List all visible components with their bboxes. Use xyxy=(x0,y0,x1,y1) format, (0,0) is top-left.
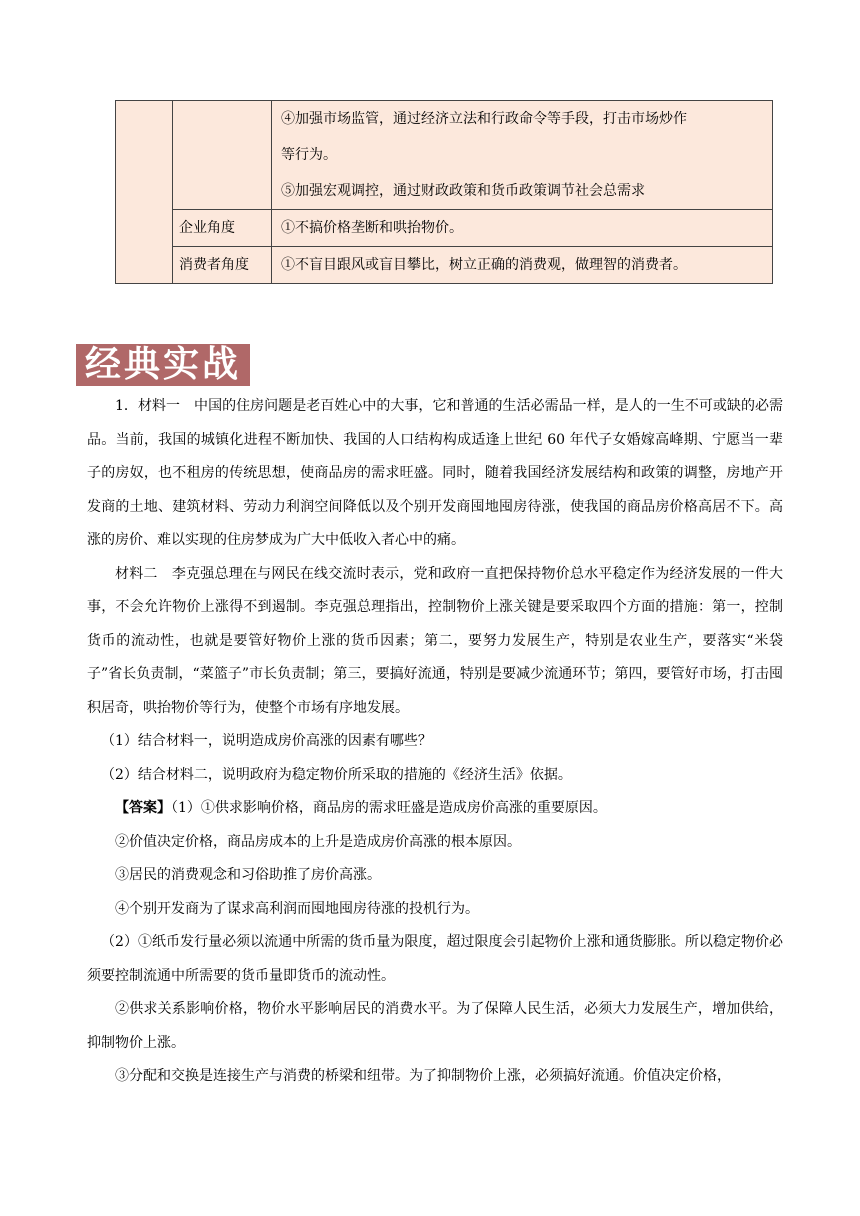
table-cell-empty xyxy=(173,101,272,210)
material-one: 1．材料一 中国的住房问题是老百姓心中的大事，它和普通的生活必需品一样，是人的一生不可或缺的必需品。当前，我国的城镇化进程不断加快、我国的人口结构构成适逢上世纪 60 年代子女婚嫁高峰期、宁愿当一辈子的房奴，也不租房的传统思想，使商品房的需求旺盛。同时，随着我国经济发展结构和政策的调整，房地产开发商的土地、建筑材料、劳动力利润空间降低以及个别开发商囤地囤房待涨，使我国的商品房价格高居不下。高涨的房价、难以实现的住房梦成为广大中低收入者心中的痛。 xyxy=(87,398,783,548)
enterprise-measure: ①不搞价格垄断和哄抬物价。 xyxy=(272,210,773,247)
question-1: （1）结合材料一，说明造成房价高涨的因素有哪些？ xyxy=(101,733,432,749)
government-measures-cell xyxy=(272,101,773,210)
exercise-content xyxy=(87,390,783,1094)
measures-table xyxy=(115,100,773,284)
enterprise-label: 企业角度 xyxy=(173,210,272,247)
consumer-measure: ①不盲目跟风或盲目攀比，树立正确的消费观，做理智的消费者。 xyxy=(272,247,773,284)
measure-line: ⑤加强宏观调控，通过财政政策和货币政策调节社会总需求 xyxy=(281,183,645,199)
table-merged-cell xyxy=(116,101,173,284)
material-two: 材料二 李克强总理在与网民在线交流时表示，党和政府一直把保持物价总水平稳定作为经济发展的一件大事，不会允许物价上涨得不到遏制。李克强总理指出，控制物价上涨关键是要采取四个方面的措施：第一，控制货币的流动性，也就是要管好物价上涨的货币因素；第二，要努力发展生产，特别是农业生产，要落实“米袋子”省长负责制，“菜篮子”市长负责制；第三，要搞好流通，特别是要减少流通环节；第四，要管好市场，打击囤积居奇，哄抬物价等行为，使整个市场有序地发展。 xyxy=(87,565,783,716)
section-heading: 经典实战 xyxy=(76,344,250,386)
measure-line: ④加强市场监管，通过经济立法和行政命令等手段，打击市场炒作 xyxy=(281,111,687,127)
answer-1-line-4: ④个别开发商为了谋求高利润而囤地囤房待涨的投机行为。 xyxy=(115,900,479,917)
answer-2-line-1: （2）①纸币发行量必须以流通中所需的货币量为限度，超过限度会引起物价上涨和通货膨胀。所以稳定物价必须要控制流通中所需要的货币量即货币的流动性。 xyxy=(87,934,783,984)
answer-2-line-2: ②供求关系影响价格，物价水平影响居民的消费水平。为了保障人民生活，必须大力发展生产，增加供给，抑制物价上涨。 xyxy=(87,1001,783,1051)
answer-tag: 【答案】 xyxy=(115,800,171,816)
measure-line: 等行为。 xyxy=(281,147,337,163)
answer-1-line-2: ②价值决定价格，商品房成本的上升是造成房价高涨的根本原因。 xyxy=(115,833,521,850)
answer-2-line-3: ③分配和交换是连接生产与消费的桥梁和纽带。为了抑制物价上涨，必须搞好流通。价值决定价格， xyxy=(115,1068,731,1084)
answer-1-line-3: ③居民的消费观念和习俗助推了房价高涨。 xyxy=(115,867,381,883)
answer-1-line-1: （1）①供求影响价格，商品房的需求旺盛是造成房价高涨的重要原因。 xyxy=(171,800,607,816)
consumer-label: 消费者角度 xyxy=(173,247,272,284)
question-2: （2）结合材料二，说明政府为稳定物价所采取的措施的《经济生活》依据。 xyxy=(101,766,572,783)
